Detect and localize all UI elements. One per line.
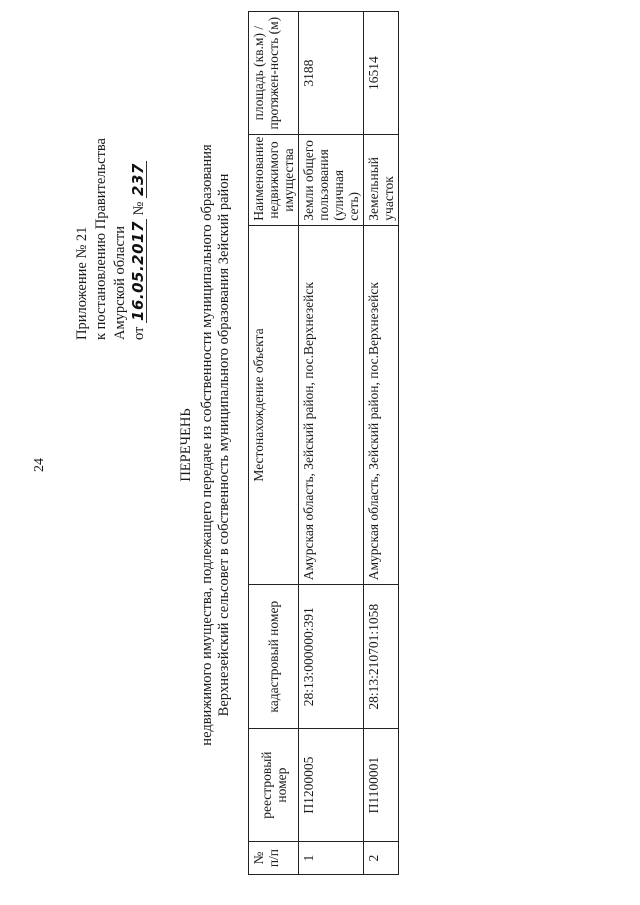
document-subtitle: недвижимого имущества, подлежащего передаче из собственности муниципального образования Верхнезейский сельсовет в собственность муниципального образования Зейский район [199, 144, 232, 746]
cadastral-number: 28:13:210701:1058 [364, 585, 399, 729]
area-value: 3188 [299, 12, 364, 135]
title-block [178, 125, 233, 765]
header-name: Наименование недвижимого имущества [249, 135, 299, 225]
handwritten-number: 237 [129, 163, 147, 196]
table-row [299, 12, 364, 875]
header-num: № п/п [249, 842, 299, 875]
row-number: 2 [364, 842, 399, 875]
annex-title: Приложение № 21 [74, 226, 90, 340]
property-table [248, 11, 399, 875]
header-location: Местонахождение объекта [249, 225, 299, 585]
row-number: 1 [299, 842, 364, 875]
annex-resolution-line: к постановлению Правительства [93, 138, 109, 340]
cadastral-number: 28:13:000000:391 [299, 585, 364, 729]
registry-number: П1200005 [299, 729, 364, 842]
property-name: Земли общего пользования (уличная сеть) [299, 135, 364, 225]
area-value: 16514 [364, 12, 399, 135]
table-row [364, 12, 399, 875]
page-number: 24 [32, 458, 47, 472]
document-title: ПЕРЕЧЕНЬ [178, 408, 194, 482]
header-area: площадь (кв.м) / протяжен-ность (м) [249, 12, 299, 135]
property-name: Земельный участок [364, 135, 399, 225]
header-cadastral: кадастровый номер [249, 585, 299, 729]
object-location: Амурская область, Зейский район, пос.Верхнезейск [364, 225, 399, 585]
annex-block [73, 40, 149, 340]
registry-number: П1100001 [364, 729, 399, 842]
header-registry: реестровый номер [249, 729, 299, 842]
date-prefix: от [131, 326, 147, 340]
object-location: Амурская область, Зейский район, пос.Верхнезейск [299, 225, 364, 585]
number-prefix: № [131, 201, 147, 216]
handwritten-date: 16.05.2017 [129, 221, 147, 321]
annex-region-line: Амурской области [112, 226, 128, 340]
annex-date-line [130, 40, 149, 340]
